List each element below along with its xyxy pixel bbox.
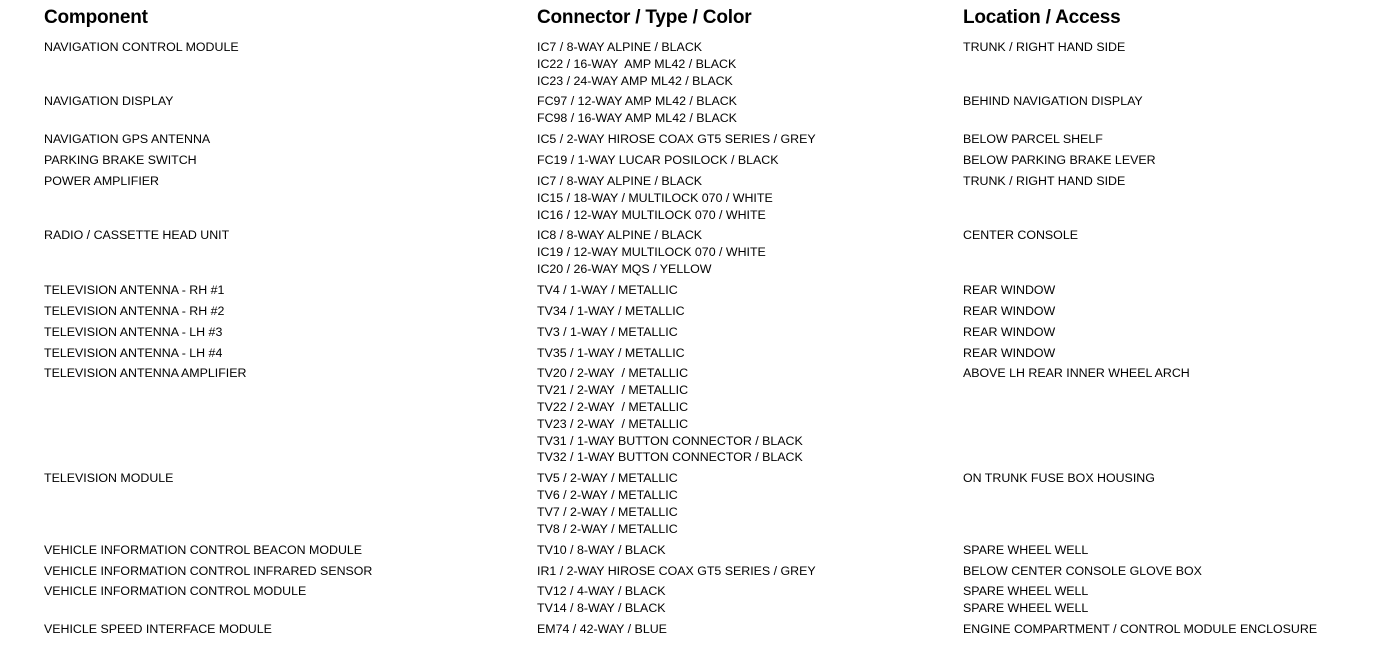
locations-cell <box>963 131 1103 148</box>
locations-cell <box>963 542 1088 559</box>
component-name: NAVIGATION DISPLAY <box>44 94 174 109</box>
location-line: ENGINE COMPARTMENT / CONTROL MODULE ENCLOSURE <box>963 622 1318 637</box>
locations-cell <box>963 93 1143 110</box>
connectors-cell <box>537 470 678 537</box>
component-name: TELEVISION ANTENNA - RH #2 <box>44 303 225 318</box>
connector-line: IR1 / 2-WAY HIROSE COAX GT5 SERIES / GREY <box>537 563 816 578</box>
connector-line: IC20 / 26-WAY MQS / YELLOW <box>537 262 712 277</box>
location-line: BELOW PARCEL SHELF <box>963 132 1103 147</box>
header-connector: Connector / Type / Color <box>537 7 752 28</box>
table-row <box>0 365 1376 470</box>
table-row <box>0 470 1376 541</box>
connector-line: TV21 / 2-WAY / METALLIC <box>537 383 689 398</box>
connectors-cell <box>537 345 685 362</box>
locations-cell <box>963 470 1155 487</box>
component-name: TELEVISION ANTENNA - LH #4 <box>44 345 223 360</box>
locations-cell <box>963 345 1055 362</box>
locations-cell <box>963 563 1202 580</box>
table-row <box>0 173 1376 227</box>
locations-cell <box>963 173 1125 190</box>
location-line: SPARE WHEEL WELL <box>963 601 1089 616</box>
location-line: TRUNK / RIGHT HAND SIDE <box>963 40 1126 54</box>
locations-cell <box>963 39 1125 56</box>
connector-line: TV32 / 1-WAY BUTTON CONNECTOR / BLACK <box>537 450 803 465</box>
location-line: BELOW PARKING BRAKE LEVER <box>963 153 1156 168</box>
location-line: BELOW CENTER CONSOLE GLOVE BOX <box>963 563 1202 578</box>
connectors-cell <box>537 365 803 466</box>
connector-line: FC98 / 16-WAY AMP ML42 / BLACK <box>537 111 737 126</box>
table-row <box>0 152 1376 173</box>
component-name: TELEVISION MODULE <box>44 471 174 486</box>
connectors-cell <box>537 563 816 580</box>
locations-cell <box>963 324 1055 341</box>
connector-line: TV3 / 1-WAY / METALLIC <box>537 324 678 339</box>
connectors-cell <box>537 542 666 559</box>
component-name: VEHICLE SPEED INTERFACE MODULE <box>44 622 272 637</box>
locations-cell <box>963 583 1088 617</box>
connector-line: EM74 / 42-WAY / BLUE <box>537 622 667 637</box>
connector-line: IC8 / 8-WAY ALPINE / BLACK <box>537 228 703 243</box>
connector-line: TV7 / 2-WAY / METALLIC <box>537 504 678 519</box>
connector-line: TV10 / 8-WAY / BLACK <box>537 542 666 557</box>
component-name: TELEVISION ANTENNA AMPLIFIER <box>44 366 247 381</box>
component-name: NAVIGATION GPS ANTENNA <box>44 132 211 147</box>
connector-line: IC7 / 8-WAY ALPINE / BLACK <box>537 173 703 188</box>
locations-cell <box>963 152 1156 169</box>
connector-line: TV6 / 2-WAY / METALLIC <box>537 488 678 503</box>
component-name: VEHICLE INFORMATION CONTROL BEACON MODULE <box>44 542 363 557</box>
connector-line: TV8 / 2-WAY / METALLIC <box>537 521 678 536</box>
connector-line: FC19 / 1-WAY LUCAR POSILOCK / BLACK <box>537 153 779 168</box>
connectors-cell <box>537 282 678 299</box>
table-row <box>0 39 1376 93</box>
table-row <box>0 93 1376 131</box>
connectors-cell <box>537 93 737 127</box>
table-row <box>0 345 1376 366</box>
table-row <box>0 282 1376 303</box>
component-name: TELEVISION ANTENNA - RH #1 <box>44 282 225 297</box>
connector-line: TV14 / 8-WAY / BLACK <box>537 601 666 616</box>
component-name: NAVIGATION CONTROL MODULE <box>44 40 239 54</box>
location-line: REAR WINDOW <box>963 282 1056 297</box>
location-line: SPARE WHEEL WELL <box>963 584 1089 599</box>
connector-line: TV22 / 2-WAY / METALLIC <box>537 400 689 415</box>
connector-line: IC16 / 12-WAY MULTILOCK 070 / WHITE <box>537 207 766 222</box>
connectors-cell <box>537 303 685 320</box>
locations-cell <box>963 303 1055 320</box>
location-line: ABOVE LH REAR INNER WHEEL ARCH <box>963 366 1190 381</box>
connectors-cell <box>537 324 678 341</box>
component-name: TELEVISION ANTENNA - LH #3 <box>44 324 223 339</box>
table-row <box>0 227 1376 281</box>
connector-line: TV20 / 2-WAY / METALLIC <box>537 366 689 381</box>
location-line: TRUNK / RIGHT HAND SIDE <box>963 173 1126 188</box>
component-name: PARKING BRAKE SWITCH <box>44 153 197 168</box>
connector-line: IC7 / 8-WAY ALPINE / BLACK <box>537 40 703 54</box>
table-row <box>0 131 1376 152</box>
header-location: Location / Access <box>963 7 1121 28</box>
table-row <box>0 303 1376 324</box>
table-row <box>0 583 1376 621</box>
locations-cell <box>963 227 1078 244</box>
connector-line: IC15 / 18-WAY / MULTILOCK 070 / WHITE <box>537 190 773 205</box>
connector-line: TV23 / 2-WAY / METALLIC <box>537 416 689 431</box>
connector-line: IC22 / 16-WAY AMP ML42 / BLACK <box>537 56 737 71</box>
connector-line: IC5 / 2-WAY HIROSE COAX GT5 SERIES / GREY <box>537 132 816 147</box>
connector-line: TV5 / 2-WAY / METALLIC <box>537 471 678 486</box>
location-line: CENTER CONSOLE <box>963 228 1078 243</box>
component-table <box>0 39 1376 642</box>
connectors-cell <box>537 227 766 277</box>
connectors-cell <box>537 621 667 638</box>
connector-line: IC23 / 24-WAY AMP ML42 / BLACK <box>537 73 733 88</box>
location-line: REAR WINDOW <box>963 303 1056 318</box>
connectors-cell <box>537 583 666 617</box>
locations-cell <box>963 621 1317 638</box>
component-name: VEHICLE INFORMATION CONTROL INFRARED SENSOR <box>44 563 373 578</box>
connector-line: FC97 / 12-WAY AMP ML42 / BLACK <box>537 94 737 109</box>
locations-cell <box>963 365 1190 382</box>
connector-line: TV34 / 1-WAY / METALLIC <box>537 303 685 318</box>
location-line: REAR WINDOW <box>963 324 1056 339</box>
location-line: BEHIND NAVIGATION DISPLAY <box>963 94 1143 109</box>
connectors-cell <box>537 39 736 89</box>
connectors-cell <box>537 131 816 148</box>
locations-cell <box>963 282 1055 299</box>
header-component: Component <box>44 7 148 28</box>
table-row <box>0 324 1376 345</box>
connectors-cell <box>537 152 778 169</box>
component-name: RADIO / CASSETTE HEAD UNIT <box>44 228 230 243</box>
component-name: VEHICLE INFORMATION CONTROL MODULE <box>44 584 307 599</box>
table-row <box>0 563 1376 584</box>
connector-line: TV31 / 1-WAY BUTTON CONNECTOR / BLACK <box>537 433 803 448</box>
connector-line: TV35 / 1-WAY / METALLIC <box>537 345 685 360</box>
connectors-cell <box>537 173 773 223</box>
table-row <box>0 542 1376 563</box>
connector-line: TV12 / 4-WAY / BLACK <box>537 584 666 599</box>
component-name: POWER AMPLIFIER <box>44 173 159 188</box>
connector-line: IC19 / 12-WAY MULTILOCK 070 / WHITE <box>537 245 766 260</box>
table-row <box>0 621 1376 642</box>
location-line: REAR WINDOW <box>963 345 1056 360</box>
location-line: SPARE WHEEL WELL <box>963 542 1089 557</box>
connector-line: TV4 / 1-WAY / METALLIC <box>537 282 678 297</box>
location-line: ON TRUNK FUSE BOX HOUSING <box>963 471 1155 486</box>
